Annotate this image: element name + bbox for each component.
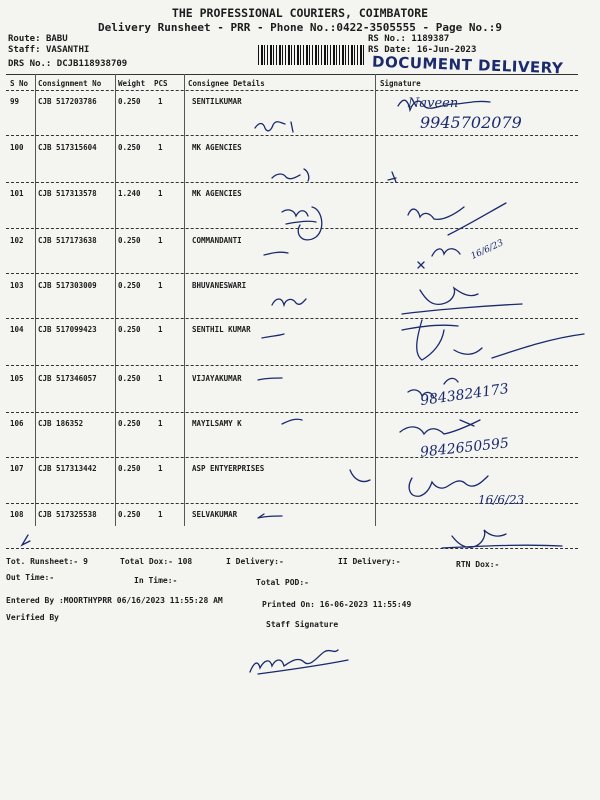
ink-signature: [402, 288, 522, 314]
row-consignment: CJB 517173638: [38, 236, 97, 245]
rs-no-value: 1189387: [411, 34, 450, 44]
row-consignment: CJB 517346057: [38, 374, 97, 383]
row-sno: 103: [10, 281, 24, 290]
row-consignment: CJB 517313442: [38, 464, 97, 473]
row-sno: 108: [10, 510, 24, 519]
row-pcs: 1: [158, 325, 163, 334]
entered-by: Entered By :MOORTHYPRR 06/16/2023 11:55:28 AM: [6, 596, 223, 605]
row-pcs: 1: [158, 97, 163, 106]
row-consignee: SENTILKUMAR: [192, 97, 242, 106]
ink-staff-signature: [250, 650, 348, 674]
ink-mark: [264, 252, 288, 255]
row-weight: 0.250: [118, 374, 141, 383]
row-pcs: 1: [158, 143, 163, 152]
col-signature: Signature: [380, 79, 421, 88]
drs-label: DRS No.:: [8, 59, 52, 69]
row-consignment: CJB 517099423: [38, 325, 97, 334]
row-consignee: SELVAKUMAR: [192, 510, 238, 519]
ink-mark: [272, 169, 309, 181]
ink-signature: [402, 320, 584, 360]
row-consignment: CJB 517313578: [38, 189, 97, 198]
rs-no-label: RS No.:: [368, 34, 406, 44]
row-consignee: COMMANDANTI: [192, 236, 242, 245]
handwritten-phone: 9945702079: [420, 113, 522, 132]
row-consignment: CJB 186352: [38, 419, 84, 428]
row-consignment: CJB 517203786: [38, 97, 97, 106]
rs-date-value: 16-Jun-2023: [416, 45, 477, 55]
ii-delivery: II Delivery:-: [338, 557, 401, 566]
row-consignment: CJB 517303009: [38, 281, 97, 290]
ink-scribble: [298, 207, 322, 240]
ink-signature: [442, 530, 562, 548]
row-pcs: 1: [158, 374, 163, 383]
row-weight: 0.250: [118, 325, 141, 334]
in-time: In Time:-: [134, 576, 178, 585]
handwritten-name: Naveen: [408, 96, 459, 111]
row-consignee: MK AGENCIES: [192, 143, 242, 152]
ink-signature: [408, 203, 506, 235]
staff-signature-label: Staff Signature: [266, 620, 339, 629]
row-weight: 0.250: [118, 419, 141, 428]
row-consignment: CJB 517325538: [38, 510, 97, 519]
row-consignee: MK AGENCIES: [192, 189, 242, 198]
ink-mark: [258, 514, 282, 518]
row-pcs: 1: [158, 464, 163, 473]
total-pod: Total POD:-: [256, 578, 309, 587]
document-delivery-stamp: DOCUMENT DELIVERY: [371, 52, 564, 78]
col-consignment: Consignment No: [38, 79, 102, 88]
tot-runsheet: Tot. Runsheet:- 9: [6, 557, 88, 566]
ink-tick: [388, 172, 396, 182]
row-weight: 0.250: [118, 281, 141, 290]
handwritten-date: 16/6/23: [469, 238, 506, 262]
runsheet-subtitle: Delivery Runsheet - PRR - Phone No.:0422-3505555 - Page No.:9: [98, 21, 502, 34]
ink-mark: [255, 122, 293, 132]
row-weight: 0.250: [118, 510, 141, 519]
row-sno: 105: [10, 374, 24, 383]
col-sno: S No: [10, 79, 29, 88]
col-weight: Weight: [118, 79, 146, 88]
row-weight: 0.250: [118, 143, 141, 152]
rtn-dox: RTN Dox:-: [456, 560, 500, 569]
company-title: THE PROFESSIONAL COURIERS, COIMBATORE: [171, 6, 429, 20]
row-consignee: VIJAYAKUMAR: [192, 374, 242, 383]
row-sno: 101: [10, 189, 24, 198]
handwritten-phone: 9842650595: [419, 435, 510, 461]
ink-mark: [350, 470, 370, 482]
row-weight: 0.250: [118, 236, 141, 245]
out-time: Out Time:-: [6, 573, 55, 582]
handwritten-date: 16/6/23: [478, 493, 525, 507]
col-pcs: PCS: [154, 79, 168, 88]
ink-mark: [272, 299, 306, 305]
row-consignee: SENTHIL KUMAR: [192, 325, 251, 334]
ink-signature: [400, 420, 480, 434]
rs-date-label: RS Date:: [368, 45, 412, 55]
row-sno: 100: [10, 143, 24, 152]
route-label: Route:: [8, 34, 41, 44]
ink-mark: [282, 419, 302, 424]
ink-signature: [418, 249, 460, 268]
row-sno: 104: [10, 325, 24, 334]
total-dox: Total Dox:- 108: [120, 557, 193, 566]
row-weight: 1.240: [118, 189, 141, 198]
ink-mark: [282, 210, 316, 224]
row-consignee: BHUVANESWARI: [192, 281, 247, 290]
printed-on: Printed On: 16-06-2023 11:55:49: [262, 600, 412, 609]
row-consignee: ASP ENTYERPRISES: [192, 464, 265, 473]
staff-value: VASANTHI: [45, 45, 90, 55]
ink-mark: [258, 378, 282, 380]
row-pcs: 1: [158, 281, 163, 290]
row-weight: 0.250: [118, 464, 141, 473]
staff-label: Staff:: [8, 45, 41, 55]
ink-tick: [22, 535, 30, 545]
row-consignee: MAYILSAMY K: [192, 419, 242, 428]
handwritten-phone: 9843824173: [419, 380, 510, 410]
route-value: BABU: [45, 34, 68, 44]
row-sno: 102: [10, 236, 24, 245]
row-pcs: 1: [158, 236, 163, 245]
col-consignee: Consignee Details: [188, 79, 265, 88]
row-weight: 0.250: [118, 97, 141, 106]
ink-mark: [262, 334, 284, 338]
drs-value: DCJB118938709: [56, 59, 128, 69]
row-sno: 106: [10, 419, 24, 428]
row-consignment: CJB 517315604: [38, 143, 97, 152]
row-pcs: 1: [158, 189, 163, 198]
ink-signature: [409, 476, 488, 496]
i-delivery: I Delivery:-: [226, 557, 284, 566]
row-pcs: 1: [158, 419, 163, 428]
verified-by: Verified By: [6, 613, 59, 622]
row-sno: 99: [10, 97, 20, 106]
row-pcs: 1: [158, 510, 163, 519]
row-sno: 107: [10, 464, 24, 473]
